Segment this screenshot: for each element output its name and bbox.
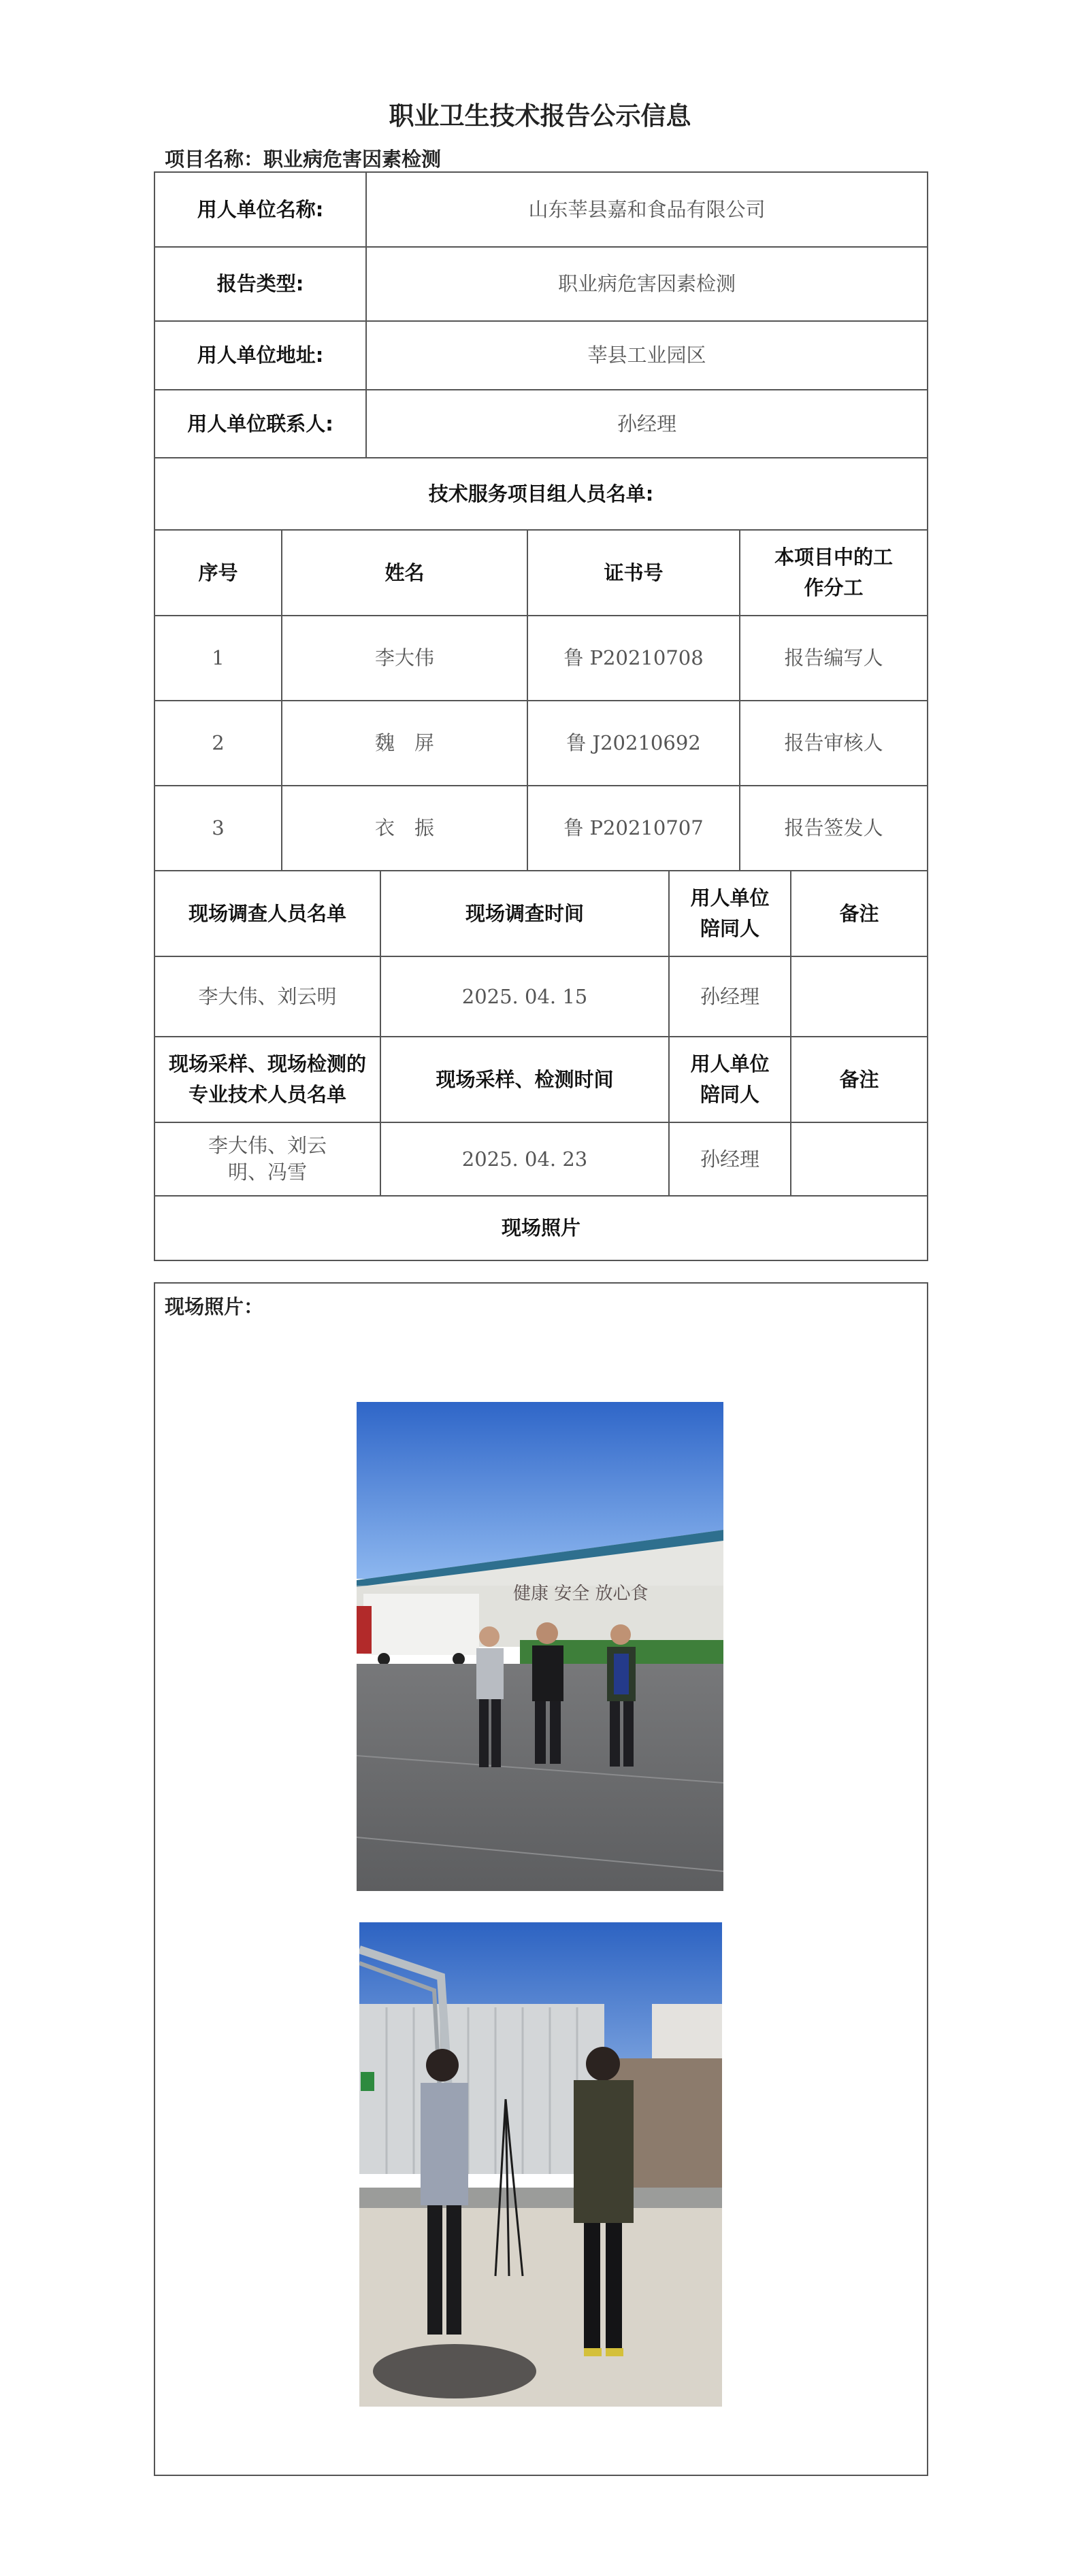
survey-header-notes: 备注 xyxy=(790,870,928,957)
page-title: 职业卫生技术报告公示信息 xyxy=(389,101,691,131)
project-value: 职业病危害因素检测 xyxy=(263,148,442,171)
team-row-1-name: 李大伟 xyxy=(281,615,528,701)
team-row-2-name: 魏 屏 xyxy=(281,700,528,786)
team-row-2-role: 报告审核人 xyxy=(739,700,928,786)
site-photo-2 xyxy=(359,1922,722,2407)
team-header-cert: 证书号 xyxy=(527,529,740,616)
sampling-header-escort: 用人单位陪同人 xyxy=(668,1036,791,1123)
survey-value-escort: 孙经理 xyxy=(668,956,791,1037)
team-header-name: 姓名 xyxy=(281,529,528,616)
team-header-no: 序号 xyxy=(154,529,282,616)
project-name xyxy=(165,144,441,172)
info-label-address: 用人单位地址: xyxy=(154,320,367,390)
site-photo-1 xyxy=(357,1402,723,1891)
team-row-2-cert: 鲁 J20210692 xyxy=(527,700,740,786)
team-row-3-name: 衣 振 xyxy=(281,785,528,871)
project-label: 项目名称： xyxy=(165,148,264,171)
team-row-1-no: 1 xyxy=(154,615,282,701)
team-row-3-cert: 鲁 P20210707 xyxy=(527,785,740,871)
sampling-value-escort: 孙经理 xyxy=(668,1122,791,1197)
team-header-role: 本项目中的工作分工 xyxy=(739,529,928,616)
team-heading: 技术服务项目组人员名单: xyxy=(154,457,928,531)
sampling-header-time: 现场采样、检测时间 xyxy=(380,1036,670,1123)
photo1-wall-text: 健康 安全 放心食 xyxy=(513,1584,649,1604)
info-label-contact: 用人单位联系人: xyxy=(154,389,367,458)
info-value-contact: 孙经理 xyxy=(365,389,928,458)
survey-header-staff: 现场调查人员名单 xyxy=(154,870,381,957)
photo-section-label: 现场照片： xyxy=(165,1295,264,1318)
survey-header-time: 现场调查时间 xyxy=(380,870,670,957)
sampling-header-staff: 现场采样、现场检测的专业技术人员名单 xyxy=(154,1036,381,1123)
survey-value-staff: 李大伟、刘云明 xyxy=(154,956,381,1037)
sampling-value-notes xyxy=(790,1122,928,1197)
team-row-3-no: 3 xyxy=(154,785,282,871)
photos-heading: 现场照片 xyxy=(154,1195,928,1261)
info-value-company: 山东莘县嘉和食品有限公司 xyxy=(365,171,928,248)
info-value-report-type: 职业病危害因素检测 xyxy=(365,246,928,322)
survey-header-escort: 用人单位陪同人 xyxy=(668,870,791,957)
team-row-1-cert: 鲁 P20210708 xyxy=(527,615,740,701)
info-label-company: 用人单位名称: xyxy=(154,171,367,248)
team-row-3-role: 报告签发人 xyxy=(739,785,928,871)
team-row-2-no: 2 xyxy=(154,700,282,786)
team-row-1-role: 报告编写人 xyxy=(739,615,928,701)
info-label-report-type: 报告类型: xyxy=(154,246,367,322)
info-value-address: 莘县工业园区 xyxy=(365,320,928,390)
survey-value-time: 2025. 04. 15 xyxy=(380,956,670,1037)
sampling-value-time: 2025. 04. 23 xyxy=(380,1122,670,1197)
survey-value-notes xyxy=(790,956,928,1037)
sampling-value-staff: 李大伟、刘云明、冯雪 xyxy=(154,1122,381,1197)
sampling-header-notes: 备注 xyxy=(790,1036,928,1123)
